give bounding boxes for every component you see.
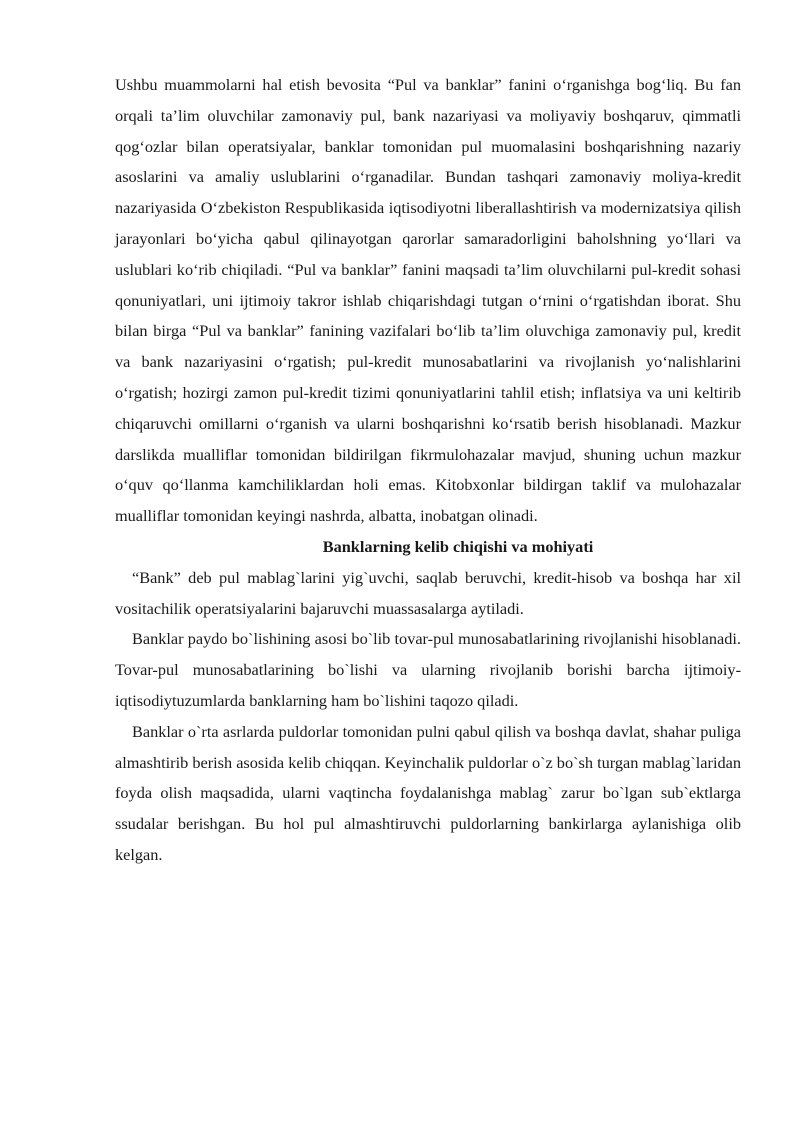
document-body [115, 70, 741, 871]
paragraph-bank-definition: “Bank” deb pul mablag`larini yig`uvchi, saqlab beruvchi, kredit-hisob va boshqa har xil vositachilik operatsiyalarini bajaruvchi muassasalarga aytiladi. [115, 567, 741, 618]
section-heading: Banklarning kelib chiqishi va mohiyati [322, 536, 594, 556]
intro-paragraph: Ushbu muammolarni hal etish bevosita “Pul va banklar” fanini o‘rganishga bog‘liq. Bu fan orqali ta’lim oluvchilar zamonaviy pul, bank nazariyasi va moliyaviy boshqaruv, qimmatli qog‘ozlar bilan operatsiyalar, banklar tomonidan pul muomalasini boshqarishning nazariy asoslarini va amaliy uslublarini o‘rganadilar. Bundan tashqari zamonaviy moliya-kredit nazariyasida O‘zbekiston Respublikasida iqtisodiyotni liberallashtirish va modernizatsiya qilish jarayonlari bo‘yicha qabul qilinayotgan qarorlar samaradorligini baholshning yo‘llari va uslublari ko‘rib chiqiladi. “Pul va banklar” fanini maqsadi ta’lim oluvchilarni pul-kredit sohasi qonuniyatlari, uni ijtimoiy takror ishlab chiqarishdagi tutgan o‘rnini o‘rgatishdan iborat. Shu bilan birga “Pul va banklar” fanining vazifalari bo‘lib ta’lim oluvchiga zamonaviy pul, kredit va bank nazariyasini o‘rgatish; pul-kredit munosabatlarini va rivojlanish yo‘nalishlarini o‘rgatish; hozirgi zamon pul-kredit tizimi qonuniyatlarini tahlil etish; inflatsiya va uni keltirib chiqaruvchi omillarni o‘rganish va ularni boshqarishni ko‘rsatib berish hisoblanadi. Mazkur darslikda mualliflar tomonidan bildirilgan fikrmulohazalar mavjud, shuning uchun mazkur o‘quv qo‘llanma kamchiliklardan holi emas. Kitobxonlar bildirgan taklif va mulohazalar mualliflar tomonidan keyingi nashrda, albatta, inobatgan olinadi. [115, 75, 741, 526]
paragraph-bank-history: Banklar o`rta asrlarda puldorlar tomonidan pulni qabul qilish va boshqa davlat, shahar puliga almashtirib berish asosida kelib chiqqan. Keyinchalik puldorlar o`z bo`sh turgan mablag`laridan foyda olish maqsadida, ularni vaqtincha foydalanishga mablag` zarur bo`lgan sub`ektlarga ssudalar berishgan. Bu hol pul almashtiruvchi puldorlarning bankirlarga aylanishiga olib kelgan. [115, 721, 741, 864]
paragraph-bank-origin-basis: Banklar paydo bo`lishining asosi bo`lib tovar-pul munosabatlarining rivojlanishi hisoblanadi. Tovar-pul munosabatlarining bo`lishi va ularning rivojlanib borishi barcha ijtimoiy-iqtisodiytuzumlarda banklarning ham bo`lishini taqozo qiladi. [115, 629, 741, 710]
